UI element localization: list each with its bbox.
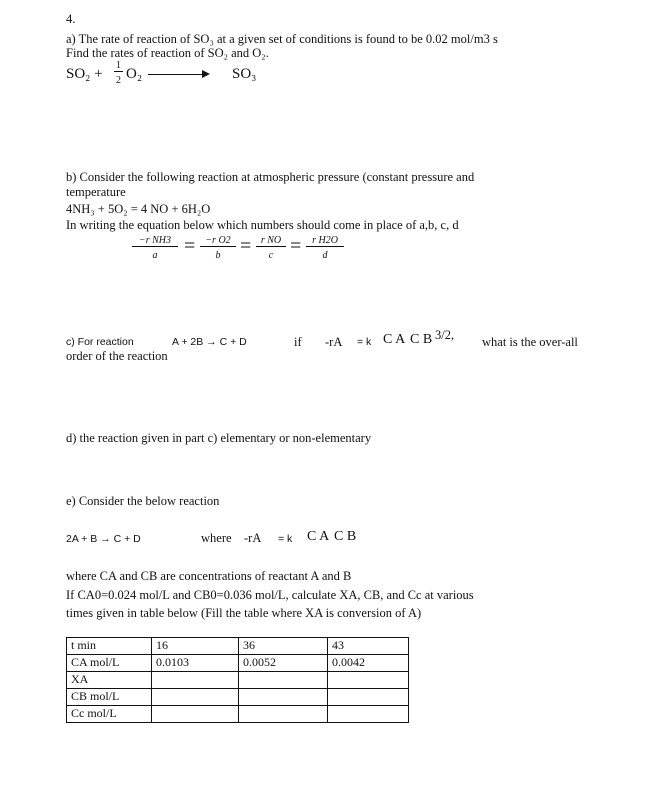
fraction-h2o-num: r H2O: [306, 235, 344, 247]
frac-num: 1: [116, 60, 121, 71]
reaction-arrow-line: [148, 74, 204, 75]
part-c-exponent: 3/2,: [435, 328, 455, 342]
part-c-question: what is the over-all: [482, 335, 578, 349]
table-cell: [152, 706, 239, 723]
part-d-text: d) the reaction given in part c) elementary or non-elementary: [66, 431, 372, 445]
table-row: [67, 655, 409, 672]
part-e-line3: If CA0=0.024 mol/L and CB0=0.036 mol/L, calculate XA, CB, and Cc at various: [66, 588, 474, 602]
table-cell: [239, 706, 328, 723]
part-c-if: if: [294, 335, 302, 349]
part-a-o2: O₂: [126, 66, 143, 82]
part-a-line2: Find the rates of reaction of SO₂ and O₂.: [66, 46, 269, 60]
table-cell: [239, 672, 328, 689]
fraction-no-den: c: [268, 250, 274, 261]
part-c-ca: C A: [383, 332, 406, 347]
reaction-arrow-icon: [202, 70, 210, 78]
part-a-line1: a) The rate of reaction of SO₃ at a given set of conditions is found to be 0.02 mol/m3 s: [66, 32, 498, 46]
part-e-line2: where CA and CB are concentrations of reactant A and B: [66, 569, 352, 583]
table-cell: 43: [328, 638, 409, 655]
equals-sign: =: [184, 235, 196, 257]
table-cell: 36: [239, 638, 328, 655]
part-e-line4: times given in table below (Fill the table where XA is conversion of A): [66, 606, 422, 620]
part-b-line1: b) Consider the following reaction at atmospheric pressure (constant pressure and: [66, 170, 475, 184]
part-c-label: c) For reaction: [66, 336, 134, 348]
part-e-cb: C B: [334, 529, 357, 544]
fraction-nh3-num: −r NH3: [132, 235, 178, 247]
table-row: [67, 638, 409, 655]
part-e-ca: C A: [307, 529, 330, 544]
table-cell: [328, 672, 409, 689]
table-cell: 16: [152, 638, 239, 655]
part-e-rate-lhs: -rA: [244, 531, 262, 545]
part-b-line3: In writing the equation below which numbers should come in place of a,b, c, d: [66, 218, 459, 232]
fraction-no: [256, 235, 286, 261]
part-c-cb: C B: [410, 332, 433, 347]
table-row: [67, 689, 409, 706]
fraction-o2-num: −r O2: [200, 235, 236, 247]
fraction-h2o: [306, 235, 344, 261]
table-cell: [152, 689, 239, 706]
fraction-o2-den: b: [215, 250, 221, 261]
part-b-reaction: 4NH₃ + 5O₂ = 4 NO + 6H₂O: [66, 202, 211, 216]
part-c-reaction: A + 2B → C + D: [172, 336, 247, 348]
table-row: [67, 706, 409, 723]
frac-den: 2: [116, 75, 121, 86]
part-e-where: where: [201, 531, 232, 545]
table-row: [67, 672, 409, 689]
part-b-line2: temperature: [66, 185, 126, 199]
table-cell: CA mol/L: [67, 655, 152, 672]
part-c-rate-eq: = k: [357, 336, 372, 348]
part-e-rate-eq: = k: [278, 533, 293, 545]
table-cell: [328, 706, 409, 723]
table-cell: CB mol/L: [67, 689, 152, 706]
table-cell: Cc mol/L: [67, 706, 152, 723]
table-cell: 0.0103: [152, 655, 239, 672]
table-cell: [328, 689, 409, 706]
fraction-nh3-den: a: [152, 250, 158, 261]
part-e-line1: e) Consider the below reaction: [66, 494, 220, 508]
part-a-eq-left: SO₂ +: [66, 66, 103, 82]
table-cell: [152, 672, 239, 689]
fraction-no-num: r NO: [256, 235, 286, 247]
table-cell: XA: [67, 672, 152, 689]
part-a-half-fraction: [114, 60, 123, 86]
table-cell: 0.0052: [239, 655, 328, 672]
table-cell: 0.0042: [328, 655, 409, 672]
part-c-rate-lhs: -rA: [325, 335, 343, 349]
fraction-h2o-den: d: [322, 250, 328, 261]
table-cell: [239, 689, 328, 706]
part-c-line2: order of the reaction: [66, 349, 168, 363]
data-table: [66, 637, 409, 723]
equals-sign: =: [290, 235, 302, 257]
fraction-o2: [200, 235, 236, 261]
equals-sign: =: [240, 235, 252, 257]
table-cell: t min: [67, 638, 152, 655]
fraction-nh3: [132, 235, 178, 261]
part-e-reaction: 2A + B → C + D: [66, 533, 141, 545]
part-a-eq-right: SO₃: [232, 66, 257, 82]
question-number: 4.: [66, 12, 76, 26]
